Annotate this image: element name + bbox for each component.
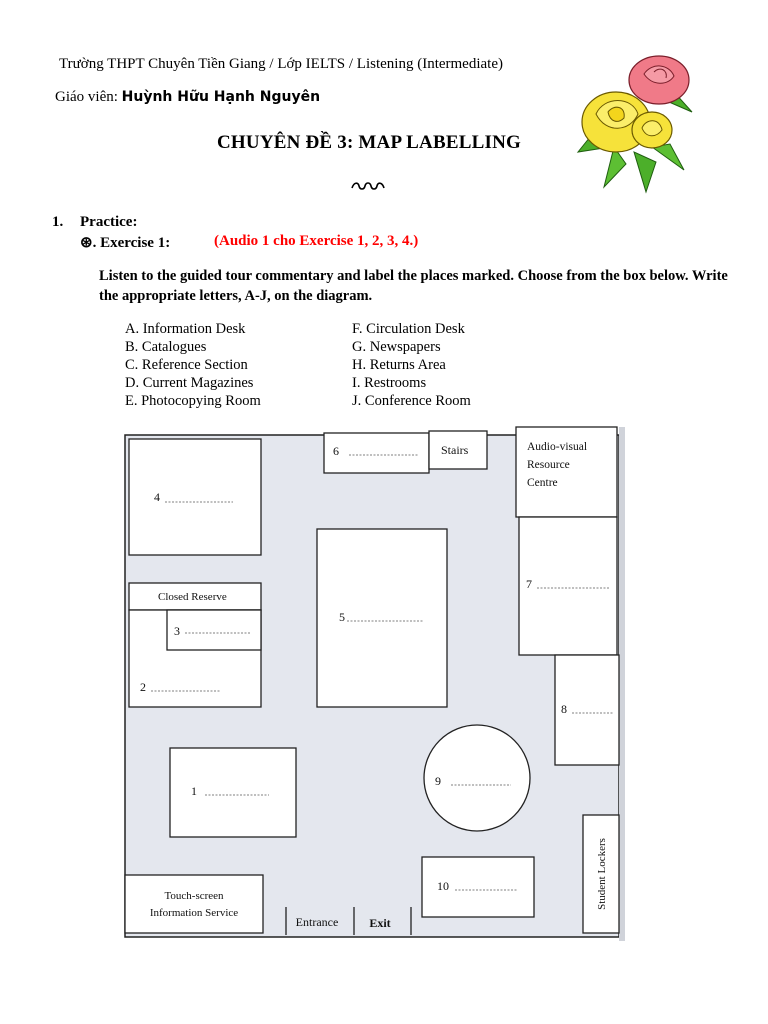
option-a: A. Information Desk bbox=[125, 321, 246, 337]
option-c: C. Reference Section bbox=[125, 357, 248, 373]
label-9: 9 bbox=[435, 774, 441, 788]
library-map bbox=[121, 423, 627, 945]
room-5 bbox=[317, 529, 447, 707]
label-3: 3 bbox=[174, 624, 180, 638]
label-av-2: Resource bbox=[527, 459, 570, 471]
teacher-name: Huỳnh Hữu Hạnh Nguyên bbox=[121, 89, 321, 105]
label-5: 5 bbox=[339, 610, 345, 624]
section-label: Practice: bbox=[80, 214, 138, 230]
room-1 bbox=[170, 748, 296, 837]
room-3 bbox=[167, 610, 261, 650]
instructions: Listen to the guided tour commentary and label the places marked. Choose from the box below. Write the appropriate letters, A-J, on the diagram. bbox=[99, 268, 728, 304]
page-title: CHUYÊN ĐỀ 3: MAP LABELLING bbox=[217, 132, 521, 153]
label-entrance: Entrance bbox=[295, 915, 339, 929]
label-4: 4 bbox=[154, 490, 160, 504]
room-6 bbox=[324, 433, 429, 473]
label-av-3: Centre bbox=[527, 477, 558, 489]
label-7: 7 bbox=[526, 577, 532, 591]
audio-note: (Audio 1 cho Exercise 1, 2, 3, 4.) bbox=[214, 233, 419, 249]
option-i: I. Restrooms bbox=[352, 375, 427, 391]
teacher-line bbox=[55, 89, 320, 106]
label-stairs: Stairs bbox=[441, 443, 469, 457]
options-left bbox=[125, 320, 261, 410]
label-touch-2: Information Service bbox=[149, 907, 239, 919]
option-e: E. Photocopying Room bbox=[125, 393, 261, 409]
option-f: F. Circulation Desk bbox=[352, 321, 465, 337]
page-edge-shadow bbox=[619, 427, 625, 941]
option-b: B. Catalogues bbox=[125, 339, 207, 355]
label-lockers: Student Lockers bbox=[596, 838, 608, 910]
label-1: 1 bbox=[191, 784, 197, 798]
option-j: J. Conference Room bbox=[352, 393, 471, 409]
option-d: D. Current Magazines bbox=[125, 375, 254, 391]
ornament-divider bbox=[350, 180, 386, 196]
label-exit: Exit bbox=[369, 916, 391, 930]
label-8: 8 bbox=[561, 702, 567, 716]
label-10: 10 bbox=[437, 879, 449, 893]
label-6: 6 bbox=[333, 444, 339, 458]
label-closed-reserve: Closed Reserve bbox=[158, 591, 227, 603]
room-4 bbox=[129, 439, 261, 555]
label-2: 2 bbox=[140, 680, 146, 694]
label-av-1: Audio-visual bbox=[527, 441, 588, 453]
options-right bbox=[352, 320, 471, 410]
touch-screen-kiosk bbox=[125, 875, 263, 933]
option-h: H. Returns Area bbox=[352, 357, 446, 373]
map-svg bbox=[121, 423, 627, 945]
section-number: 1. bbox=[52, 214, 64, 230]
room-7 bbox=[519, 517, 617, 655]
flowers-illustration bbox=[574, 52, 694, 197]
teacher-label: Giáo viên: bbox=[55, 89, 122, 105]
school-header: Trường THPT Chuyên Tiền Giang / Lớp IELTS / Listening (Intermediate) bbox=[59, 56, 503, 72]
label-touch-1: Touch-screen bbox=[164, 890, 224, 902]
exercise-label: ⊛. Exercise 1: bbox=[80, 235, 171, 251]
option-g: G. Newspapers bbox=[352, 339, 441, 355]
